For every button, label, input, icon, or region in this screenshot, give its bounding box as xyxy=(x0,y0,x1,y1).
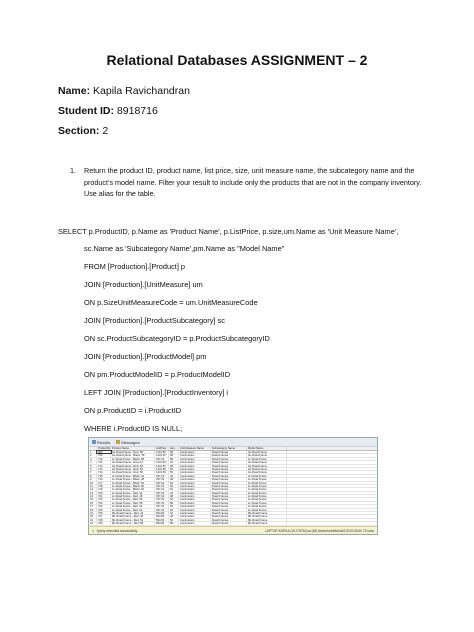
sql-line: ON p.SizeUnitMeasureCode = um.UnitMeasureCode xyxy=(84,298,258,307)
question-number: 1. xyxy=(70,166,76,175)
grid-cell: Centimeters xyxy=(179,488,211,490)
grid-cell: Road Frames xyxy=(211,498,247,500)
grid-cell: ML Road Frame - Red, 52 xyxy=(111,519,155,521)
grid-cell: 1431.50 xyxy=(155,471,169,473)
grid-cell: 12 xyxy=(89,488,97,490)
grid-cell: 48 xyxy=(169,465,179,467)
grid-cell: LL Road Frame - Red, 58 xyxy=(111,502,155,504)
grid-cell: 48 xyxy=(169,495,179,497)
grid-cell: 10 xyxy=(89,482,97,484)
grid-cell: Centimeters xyxy=(179,512,211,514)
grid-cell: 58 xyxy=(169,522,179,524)
grid-cell: 724 xyxy=(97,505,111,507)
grid-cell: HL Road Frame xyxy=(247,465,287,467)
grid-header-cell xyxy=(89,447,97,450)
grid-cell: 337.22 xyxy=(155,475,169,477)
grid-cell: 9 xyxy=(89,478,97,480)
grid-cell: LL Road Frame - Red, 60 xyxy=(111,505,155,507)
grid-cell: HL Road Frame - Red, 44 xyxy=(111,461,155,463)
grid-cell: HL Road Frame xyxy=(247,454,287,456)
grid-cell: Road Frames xyxy=(211,465,247,467)
grid-cell: 2 xyxy=(89,454,97,456)
grid-cell: 713 xyxy=(97,468,111,470)
grid-cell: HL Road Frame - Red, 56 xyxy=(111,471,155,473)
tab-results-label: Results xyxy=(97,439,111,445)
grid-cell: LL Road Frame xyxy=(247,498,287,500)
grid-cell: 337.22 xyxy=(155,458,169,460)
results-screenshot xyxy=(88,437,378,535)
grid-cell: LL Road Frame xyxy=(247,478,287,480)
student-id-value: 8918716 xyxy=(116,105,158,117)
grid-cell: ML Road Frame xyxy=(247,512,287,514)
grid-cell: 337.22 xyxy=(155,482,169,484)
grid-cell: 722 xyxy=(97,498,111,500)
grid-cell: 710 xyxy=(97,458,111,460)
name-label: Name: xyxy=(58,85,91,97)
grid-cell: HL Road Frame xyxy=(247,461,287,463)
grid-cell: 4 xyxy=(89,461,97,463)
question-text: Return the product ID, product name, list price, size, unit measure name, the subcategory name and the product’s model name. Filter your result to include only the products that are not in the company inventory. Use alias for the table. xyxy=(84,166,422,198)
grid-cell: LL Road Frame - Black, 62 xyxy=(111,488,155,490)
grid-cell: 52 xyxy=(169,468,179,470)
grid-cell: 716 xyxy=(97,478,111,480)
grid-cell: 714 xyxy=(97,471,111,473)
sql-line: JOIN [Production].[ProductModel] pm xyxy=(84,352,207,361)
grid-header-cell: size xyxy=(169,447,179,450)
grid-cell: 62 xyxy=(169,488,179,490)
grid-cell: 21 xyxy=(89,519,97,521)
grid-cell: ML Road Frame xyxy=(247,519,287,521)
grid-cell: 6 xyxy=(89,468,97,470)
grid-header-cell: Unit Measure Name xyxy=(179,447,211,450)
grid-cell: 337.22 xyxy=(155,478,169,480)
grid-cell: LL Road Frame xyxy=(247,492,287,494)
grid-cell: Road Frames xyxy=(211,475,247,477)
grid-cell: HL Road Frame - Red, 58 xyxy=(111,451,155,453)
grid-cell: LL Road Frame - Black, 60 xyxy=(111,485,155,487)
grid-cell: Road Frames xyxy=(211,495,247,497)
grid-cell: Centimeters xyxy=(179,498,211,500)
grid-cell: Road Frames xyxy=(211,488,247,490)
grid-cell: Centimeters xyxy=(179,495,211,497)
grid-cell: LL Road Frame xyxy=(247,502,287,504)
grid-cell: LL Road Frame xyxy=(247,485,287,487)
grid-cell: 721 xyxy=(97,495,111,497)
sql-line: LEFT JOIN [Production].[ProductInventory] i xyxy=(84,388,229,397)
grid-cell: 16 xyxy=(89,502,97,504)
grid-cell: Road Frames xyxy=(211,451,247,453)
grid-header-cell: Subcategory Name xyxy=(211,447,247,450)
results-tab-bar xyxy=(89,438,377,447)
grid-header-cell: ProductID xyxy=(98,447,110,450)
grid-cell: 60 xyxy=(169,485,179,487)
grid-cell: 3 xyxy=(89,458,97,460)
grid-cell: LL Road Frame xyxy=(247,495,287,497)
grid-cell: Road Frames xyxy=(211,502,247,504)
grid-cell: ML Road Frame - Red, 58 xyxy=(111,522,155,524)
grid-cell: ML Road Frame - Red, 48 xyxy=(111,515,155,517)
grid-cell: 337.22 xyxy=(155,495,169,497)
student-id-field xyxy=(58,105,158,117)
grid-cell: 48 xyxy=(169,515,179,517)
grid-cell: LL Road Frame - Red, 48 xyxy=(111,495,155,497)
grid-cell: ML Road Frame - Red, 44 xyxy=(111,512,155,514)
tab-messages-label: Messages xyxy=(121,439,140,445)
grid-cell: LL Road Frame xyxy=(247,458,287,460)
grid-cell: 715 xyxy=(97,475,111,477)
grid-cell: HL Road Frame xyxy=(247,471,287,473)
grid-cell: 1431.50 xyxy=(155,461,169,463)
grid-cell: 719 xyxy=(97,488,111,490)
sql-line: ON pm.ProductModelID = p.ProductModelID xyxy=(84,370,231,379)
grid-cell: 7 xyxy=(89,471,97,473)
grid-cell: LL Road Frame - Black, 48 xyxy=(111,478,155,480)
grid-cell: HL Road Frame - Red, 52 xyxy=(111,468,155,470)
grid-cell: Road Frames xyxy=(211,478,247,480)
grid-icon xyxy=(92,440,96,444)
grid-header-cell: Product Name xyxy=(111,447,155,450)
grid-cell: LL Road Frame - Black, 52 xyxy=(111,482,155,484)
grid-cell: 58 xyxy=(169,451,179,453)
tab-messages[interactable] xyxy=(116,440,139,445)
grid-cell: 13 xyxy=(89,492,97,494)
grid-cell: Centimeters xyxy=(179,482,211,484)
grid-cell: 44 xyxy=(169,492,179,494)
grid-cell: 11 xyxy=(89,485,97,487)
sql-line: JOIN [Production].[UnitMeasure] um xyxy=(84,280,203,289)
grid-cell: 729 xyxy=(97,522,111,524)
grid-cell: Road Frames xyxy=(211,471,247,473)
student-id-label: Student ID: xyxy=(58,105,114,117)
grid-cell: 8 xyxy=(89,475,97,477)
grid-cell: Road Frames xyxy=(211,454,247,456)
grid-cell: Centimeters xyxy=(179,475,211,477)
grid-cell: Road Frames xyxy=(211,512,247,514)
grid-cell: 726 xyxy=(97,512,111,514)
grid-cell: LL Road Frame xyxy=(247,505,287,507)
grid-cell: HL Road Frame - Black, 58 xyxy=(111,454,155,456)
grid-cell: Road Frames xyxy=(211,461,247,463)
grid-cell: 723 xyxy=(97,502,111,504)
grid-cell: 19 xyxy=(89,512,97,514)
results-grid xyxy=(89,447,377,526)
grid-cell: 711 xyxy=(97,461,111,463)
grid-cell: 727 xyxy=(97,515,111,517)
grid-cell: 1431.50 xyxy=(155,451,169,453)
grid-cell: Road Frames xyxy=(211,515,247,517)
grid-cell: Road Frames xyxy=(211,519,247,521)
grid-cell: 594.83 xyxy=(155,512,169,514)
grid-cell: LL Road Frame xyxy=(247,475,287,477)
grid-cell: Centimeters xyxy=(179,502,211,504)
grid-cell: 1431.50 xyxy=(155,454,169,456)
document-title: Relational Databases ASSIGNMENT – 2 xyxy=(106,52,368,68)
grid-cell: 44 xyxy=(169,461,179,463)
grid-cell: Centimeters xyxy=(179,505,211,507)
grid-cell: 44 xyxy=(169,475,179,477)
grid-cell: 20 xyxy=(89,515,97,517)
grid-cell: ML Road Frame xyxy=(247,522,287,524)
grid-cell: Road Frames xyxy=(211,509,247,511)
grid-cell: 18 xyxy=(89,509,97,511)
grid-cell: ML Road Frame xyxy=(247,515,287,517)
grid-cell: Centimeters xyxy=(179,515,211,517)
grid-cell: 718 xyxy=(97,485,111,487)
grid-cell: LL Road Frame - Red, 44 xyxy=(111,492,155,494)
grid-cell: 22 xyxy=(89,522,97,524)
section-value: 2 xyxy=(102,125,109,137)
grid-cell: 15 xyxy=(89,498,97,500)
grid-cell: Centimeters xyxy=(179,478,211,480)
grid-cell: HL Road Frame xyxy=(247,468,287,470)
grid-cell: Centimeters xyxy=(179,522,211,524)
grid-cell: Centimeters xyxy=(179,465,211,467)
grid-cell: 337.22 xyxy=(155,505,169,507)
grid-cell: Centimeters xyxy=(179,471,211,473)
sql-line: JOIN [Production].[ProductSubcategory] sc xyxy=(84,316,225,325)
section-label: Section: xyxy=(58,125,100,137)
grid-cell: LL Road Frame - Red, 52 xyxy=(111,498,155,500)
grid-cell: Centimeters xyxy=(179,458,211,460)
grid-cell: 337.22 xyxy=(155,498,169,500)
grid-cell: Road Frames xyxy=(211,505,247,507)
tab-results[interactable] xyxy=(92,440,110,445)
grid-cell: LL Road Frame - Red, 62 xyxy=(111,509,155,511)
grid-cell: LL Road Frame xyxy=(247,509,287,511)
grid-cell: 337.22 xyxy=(155,488,169,490)
grid-cell: 1431.50 xyxy=(155,468,169,470)
grid-header-cell: Model Name xyxy=(247,447,287,450)
grid-cell: 58 xyxy=(169,502,179,504)
grid-cell: 52 xyxy=(169,519,179,521)
grid-cell: 17 xyxy=(89,505,97,507)
grid-cell: 728 xyxy=(97,519,111,521)
grid-cell: 1431.50 xyxy=(155,465,169,467)
grid-cell: 594.83 xyxy=(155,519,169,521)
name-value: Kapila Ravichandran xyxy=(93,85,190,97)
grid-cell: Road Frames xyxy=(211,468,247,470)
grid-cell: Centimeters xyxy=(179,468,211,470)
grid-cell: 717 xyxy=(97,482,111,484)
grid-cell: Road Frames xyxy=(211,485,247,487)
grid-cell: Road Frames xyxy=(211,482,247,484)
grid-cell: LL Road Frame - Black, 58 xyxy=(111,458,155,460)
grid-cell: 14 xyxy=(89,495,97,497)
grid-cell: 58 xyxy=(169,458,179,460)
sql-line: SELECT p.ProductID, p.Name as 'Product Name', p.ListPrice, p.size,um.Name as 'Unit Measure Name', xyxy=(58,227,399,236)
grid-cell: 5 xyxy=(89,465,97,467)
grid-cell: LL Road Frame - Black, 44 xyxy=(111,475,155,477)
grid-cell: 337.22 xyxy=(155,509,169,511)
sql-line: ON p.ProductID = i.ProductID xyxy=(84,406,182,415)
grid-cell: Road Frames xyxy=(211,458,247,460)
grid-cell: Road Frames xyxy=(211,522,247,524)
grid-cell: 337.22 xyxy=(155,492,169,494)
grid-cell: 709 xyxy=(97,454,111,456)
grid-cell: 52 xyxy=(169,482,179,484)
grid-cell: Centimeters xyxy=(179,519,211,521)
grid-cell: Centimeters xyxy=(179,492,211,494)
grid-cell: 1 xyxy=(89,451,97,453)
message-icon xyxy=(116,440,120,444)
name-field xyxy=(58,85,190,97)
grid-header-cell: ListPrice xyxy=(155,447,169,450)
sql-line: sc.Name as 'Subcategory Name',pm.Name as "Model Name" xyxy=(84,244,285,253)
grid-cell: 52 xyxy=(169,498,179,500)
success-check-icon: ✔ xyxy=(92,529,95,533)
grid-cell: Centimeters xyxy=(179,454,211,456)
grid-cell: 712 xyxy=(97,465,111,467)
grid-cell: LL Road Frame xyxy=(247,482,287,484)
grid-cell: 980 xyxy=(97,451,111,453)
grid-cell: 725 xyxy=(97,509,111,511)
grid-cell: 594.83 xyxy=(155,522,169,524)
grid-cell: Centimeters xyxy=(179,509,211,511)
grid-cell: 60 xyxy=(169,505,179,507)
grid-cell: 48 xyxy=(169,478,179,480)
section-field xyxy=(58,125,108,137)
grid-cell: Centimeters xyxy=(179,485,211,487)
status-text: Query executed successfully. xyxy=(96,529,138,533)
grid-cell: 58 xyxy=(169,454,179,456)
grid-cell: HL Road Frame - Red, 48 xyxy=(111,465,155,467)
grid-cell: Centimeters xyxy=(179,461,211,463)
grid-cell: 720 xyxy=(97,492,111,494)
status-connection-info: LAPTOP-KAPILA (16.0 RTM) sa (62) AdventureWorks2019 00:00:00 73 rows xyxy=(265,529,374,533)
grid-cell: 62 xyxy=(169,509,179,511)
sql-line: FROM [Production].[Product] p xyxy=(84,262,186,271)
grid-cell: Road Frames xyxy=(211,492,247,494)
status-bar xyxy=(89,526,377,534)
grid-cell: 56 xyxy=(169,471,179,473)
grid-cell: 594.83 xyxy=(155,515,169,517)
grid-cell: 44 xyxy=(169,512,179,514)
grid-cell: HL Road Frame xyxy=(247,451,287,453)
grid-cell: 337.22 xyxy=(155,485,169,487)
sql-line: ON sc.ProductSubcategoryID = p.ProductSubcategoryID xyxy=(84,334,270,343)
grid-cell: LL Road Frame xyxy=(247,488,287,490)
sql-line: WHERE i.ProductID IS NULL; xyxy=(84,424,183,433)
grid-cell: Centimeters xyxy=(179,451,211,453)
grid-cell: 337.22 xyxy=(155,502,169,504)
